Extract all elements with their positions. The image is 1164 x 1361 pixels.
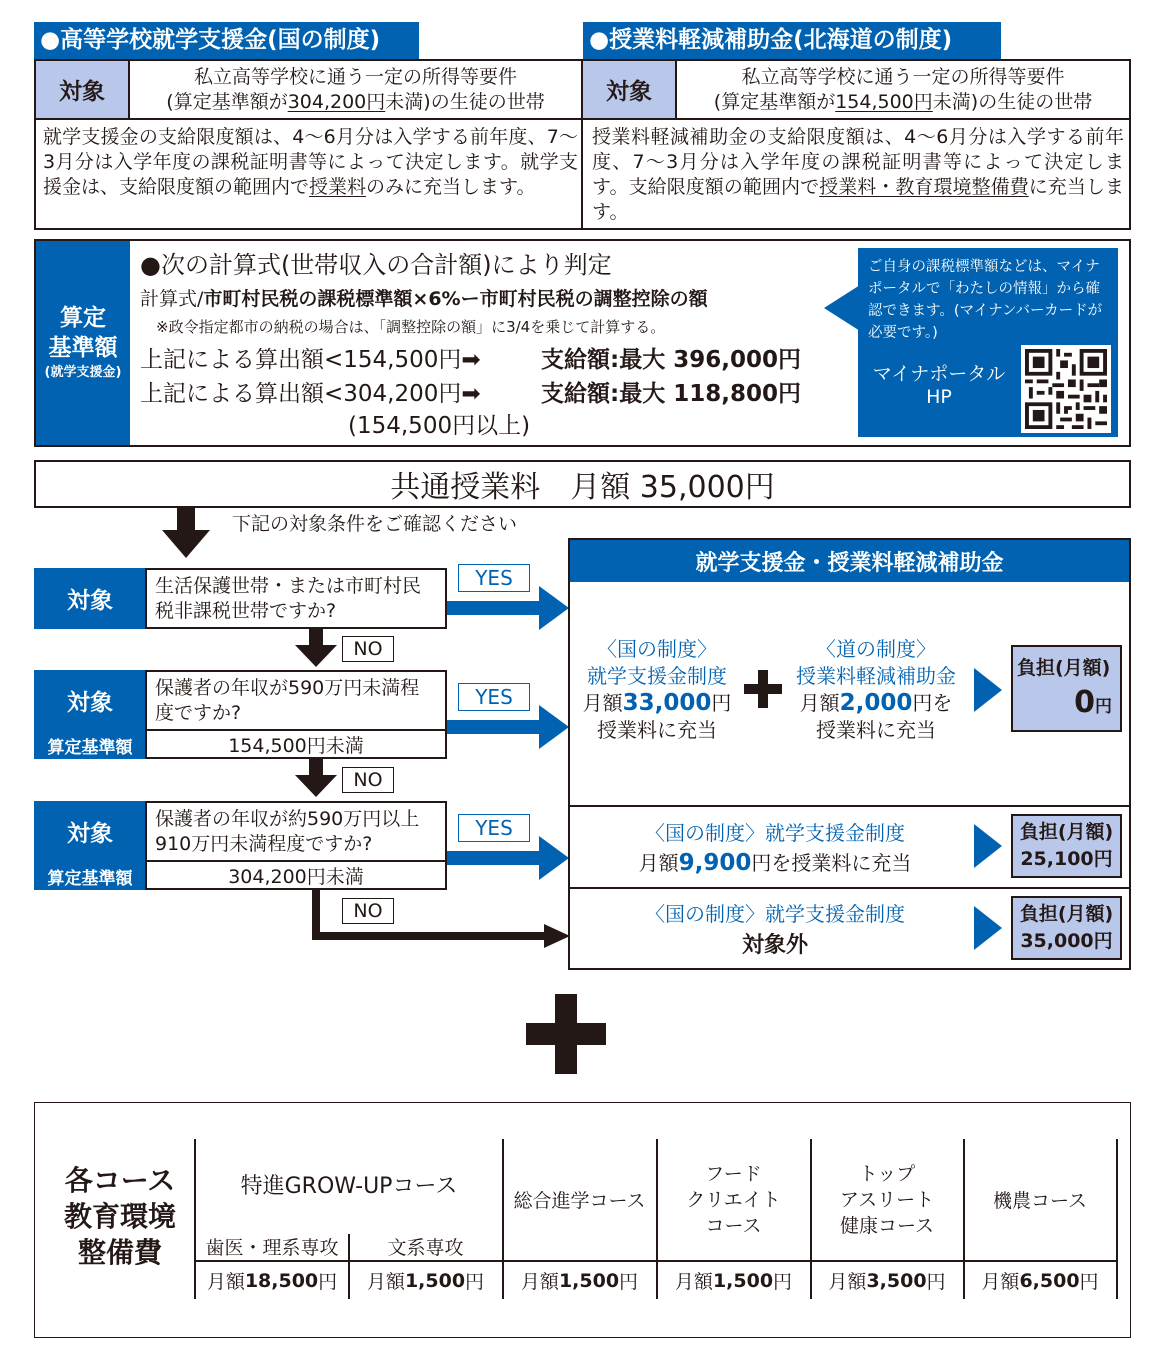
- national-target-label: 対象: [36, 61, 130, 120]
- hokkaido-target-line1: 私立高等学校に通う一定の所得等要件: [741, 65, 1065, 88]
- course-tokushin: 特進GROW-UPコース: [240, 1173, 458, 1199]
- common-tuition: 共通授業料 月額 35,000円: [34, 460, 1131, 508]
- result-header: 就学支援金・授業料軽減補助金: [570, 540, 1129, 582]
- fee-tokushin-arts: 月額 1,500 円: [366, 1269, 485, 1293]
- calc-row1-right: 支給額:最大 396,000円: [541, 347, 801, 373]
- course-food: フード クリエイト コース: [686, 1162, 781, 1237]
- no-label-3: NO: [342, 898, 394, 924]
- yes-label-2: YES: [458, 683, 530, 711]
- r2-pointer-icon: [974, 824, 1002, 868]
- q3-criteria-value: 304,200円未満: [145, 860, 447, 890]
- hokkaido-description: 授業料軽減補助金の支給限度額は、4～6月分は入学する前年度、7～3月分は入学年度の課税証明書等によって決定します。支給限度額の範囲内で授業料・教育環境整備費に充当します。: [592, 126, 1124, 223]
- r1-national: 〈国の制度〉 就学支援金制度 月額33,000円 授業料に充当: [582, 637, 732, 742]
- r1-burden-value: 0円: [1074, 685, 1112, 720]
- r3-burden-box: 負担(月額) 35,000円: [1011, 896, 1122, 960]
- yes-label-1: YES: [458, 564, 530, 592]
- national-box: [34, 59, 583, 230]
- yes-arrow-2-icon: [447, 705, 569, 749]
- calc-row2-right: 支給額:最大 118,800円: [541, 381, 801, 407]
- big-plus-icon: [526, 994, 606, 1074]
- hokkaido-target-line2: (算定基準額が154,500円未満)の生徒の世帯: [713, 90, 1093, 113]
- calc-row3: (154,500円以上): [348, 413, 531, 439]
- callout-pointer-icon: [824, 285, 860, 331]
- calc-heading: ●次の計算式(世帯収入の合計額)により判定: [140, 251, 612, 279]
- no-arrow-1-icon: [295, 629, 337, 667]
- yes-arrow-1-icon: [447, 586, 569, 630]
- course-kino: 機農コース: [992, 1190, 1088, 1212]
- fee-athlete: 月額 3,500 円: [828, 1269, 946, 1293]
- yes-label-3: YES: [458, 814, 530, 842]
- qr-code-icon[interactable]: [1021, 345, 1111, 433]
- plus-icon: [744, 670, 782, 708]
- q2-target-label: 対象: [34, 670, 146, 731]
- q3-target-label: 対象: [34, 801, 146, 862]
- r1-burden-label: 負担(月額): [1017, 657, 1111, 679]
- course-fee-label: 各コース 教育環境 整備費: [63, 1164, 176, 1269]
- mynaportal-info-box: [858, 248, 1118, 437]
- q2-criteria-label: 算定基準額: [34, 731, 146, 759]
- result-divider-1: [568, 805, 1131, 807]
- no-label-2: NO: [342, 767, 394, 793]
- r2-burden-box: 負担(月額) 25,100円: [1011, 814, 1122, 878]
- r3-pointer-icon: [974, 906, 1002, 950]
- hokkaido-target-label: 対象: [583, 61, 677, 120]
- course-tokushin-sub1: 歯医・理系専攻: [205, 1236, 339, 1259]
- no-arrow-2-icon: [295, 759, 337, 797]
- hokkaido-target: [677, 61, 1129, 120]
- national-description: 就学支援金の支給限度額は、4～6月分は入学する前年度、7～3月分は入学年度の課税証明書等によって決定します。就学支援金は、支給限度額の範囲内で授業料のみに充当します。: [43, 126, 578, 198]
- hokkaido-box: [581, 59, 1131, 230]
- vline-6: [1116, 1139, 1118, 1299]
- hokkaido-title: ●授業料軽減補助金(北海道の制度): [583, 22, 1001, 59]
- fee-food: 月額 1,500 円: [674, 1269, 793, 1293]
- q3-criteria-label: 算定基準額: [34, 862, 146, 890]
- mynaportal-info-text: ご自身の課税標準額などは、マイナポータルで「わたしの情報」から確認できます。(マイナンバーカードが必要です。): [868, 259, 1103, 341]
- r1-prefecture: 〈道の制度〉 授業料軽減補助金 月額2,000円を 授業料に充当: [796, 637, 956, 742]
- national-target: [130, 61, 581, 120]
- r2-text: 〈国の制度〉就学支援金制度 月額9,900円を授業料に充当: [638, 821, 912, 876]
- course-sogo: 総合進学コース: [513, 1190, 646, 1212]
- calc-row2-left: 上記による算出額<304,200円➡: [140, 381, 481, 407]
- r3-text: 〈国の制度〉就学支援金制度 対象外: [645, 902, 905, 958]
- result-divider-2: [568, 887, 1131, 889]
- fee-sogo: 月額 1,500 円: [520, 1269, 639, 1293]
- q2-criteria-value: 154,500円未満: [145, 729, 447, 759]
- calc-note: ※政令指定都市の納税の場合は、「調整控除の額」に3/4を乗じて計算する。: [156, 318, 666, 336]
- national-target-line2: (算定基準額が304,200円未満)の生徒の世帯: [166, 90, 545, 113]
- q2-question: 保護者の年収が590万円未満程度ですか?: [145, 670, 447, 731]
- calc-formula: 計算式/市町村民税の課税標準額×6%ー市町村民税の調整控除の額: [140, 288, 708, 310]
- calc-box: [34, 239, 1131, 447]
- confirm-text: 下記の対象条件をご確認ください: [232, 513, 518, 535]
- course-athlete: トップ アスリート 健康コース: [839, 1162, 935, 1237]
- r1-burden-box: [1011, 645, 1122, 732]
- r1-pointer-icon: [974, 668, 1002, 712]
- no-label-1: NO: [342, 636, 394, 662]
- course-tokushin-sub2: 文系専攻: [387, 1236, 464, 1259]
- national-target-line1: 私立高等学校に通う一定の所得等要件: [193, 65, 517, 88]
- calc-side-label: 算定 基準額 (就学支援金): [36, 241, 130, 445]
- national-title: ●高等学校就学支援金(国の制度): [34, 22, 419, 59]
- q1-question: 生活保護世帯・または市町村民税非課税世帯ですか?: [145, 568, 447, 629]
- yes-arrow-3-icon: [447, 836, 569, 880]
- calc-row1-left: 上記による算出額<154,500円➡: [140, 347, 481, 373]
- q3-question: 保護者の年収が約590万円以上910万円未満程度ですか?: [145, 801, 447, 862]
- fee-kino: 月額 6,500 円: [981, 1269, 1099, 1293]
- fee-tokushin-science: 月額 18,500 円: [206, 1269, 338, 1293]
- mynaportal-link[interactable]: マイナポータル HP: [872, 363, 1006, 408]
- q1-target-label: 対象: [34, 568, 146, 629]
- arrow-down-icon: [162, 508, 210, 558]
